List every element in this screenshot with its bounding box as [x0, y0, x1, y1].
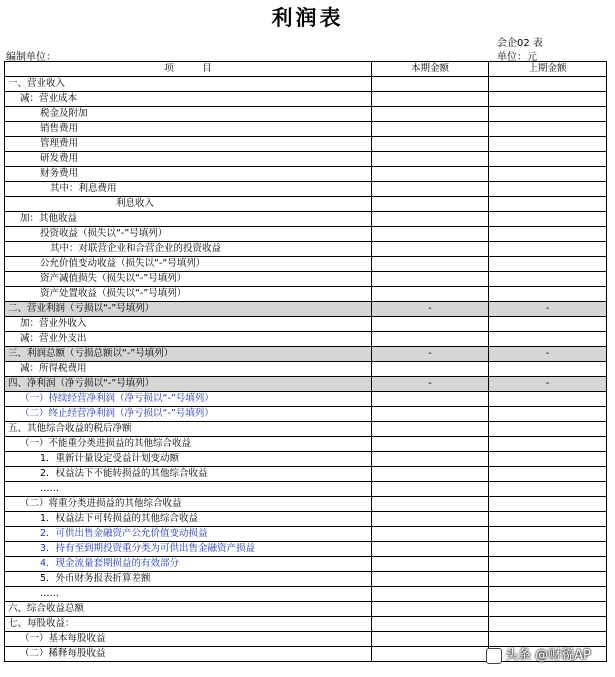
prior-amount-cell[interactable] — [489, 92, 607, 107]
row-label: 利息收入 — [116, 198, 155, 209]
row-item-cell — [5, 317, 372, 332]
statement-row — [5, 212, 607, 227]
prior-amount-cell[interactable] — [489, 542, 607, 557]
statement-row — [5, 317, 607, 332]
row-label: 销售费用 — [40, 123, 79, 134]
statement-row — [5, 452, 607, 467]
current-amount-cell[interactable] — [372, 482, 489, 497]
row-label: （一）基本每股收益 — [20, 633, 106, 644]
statement-row — [5, 182, 607, 197]
prior-amount-cell[interactable] — [489, 137, 607, 152]
current-amount-cell[interactable] — [372, 497, 489, 512]
row-label: 减：营业外支出 — [20, 333, 87, 344]
row-item-cell — [5, 617, 372, 632]
row-label: 五、其他综合收益的税后净额 — [8, 423, 132, 434]
row-item-cell — [5, 167, 372, 182]
income-statement-table — [4, 61, 607, 662]
row-item-cell — [5, 197, 372, 212]
statement-row — [5, 512, 607, 527]
row-item-cell — [5, 302, 372, 317]
row-label: 4．现金流量套期损益的有效部分 — [40, 558, 180, 569]
statement-row — [5, 242, 607, 257]
row-label: 2．权益法下不能转损益的其他综合收益 — [40, 468, 208, 479]
row-label: 六、综合收益总额 — [8, 603, 85, 614]
watermark-text: 头条 @财税AP — [505, 648, 591, 663]
prior-amount-cell[interactable] — [489, 212, 607, 227]
current-amount-cell[interactable] — [372, 182, 489, 197]
row-item-cell — [5, 437, 372, 452]
row-label: 四、净利润（净亏损以“-”号填列） — [8, 378, 155, 389]
statement-row — [5, 422, 607, 437]
row-item-cell — [5, 242, 372, 257]
prior-amount-cell[interactable] — [489, 332, 607, 347]
current-amount-cell[interactable] — [372, 557, 489, 572]
current-amount-cell[interactable] — [372, 452, 489, 467]
statement-row — [5, 482, 607, 497]
current-amount-cell[interactable] — [372, 362, 489, 377]
prior-amount-cell[interactable]: - — [489, 347, 607, 362]
current-amount-cell[interactable] — [372, 422, 489, 437]
header-item: 项 目 — [5, 62, 372, 77]
current-amount-cell[interactable] — [372, 257, 489, 272]
prior-amount-cell[interactable] — [489, 572, 607, 587]
prior-amount-cell[interactable] — [489, 272, 607, 287]
current-amount-cell[interactable] — [372, 512, 489, 527]
row-label: 二、营业利润（亏损以“-”号填列） — [8, 303, 155, 314]
current-amount-cell[interactable] — [372, 122, 489, 137]
current-amount-cell[interactable] — [372, 272, 489, 287]
row-label: 减：所得税费用 — [20, 363, 87, 374]
prior-amount-cell[interactable] — [489, 557, 607, 572]
header-prior: 上期金额 — [489, 62, 607, 77]
prior-amount-cell[interactable] — [489, 422, 607, 437]
prior-amount-cell[interactable] — [489, 317, 607, 332]
prior-amount-cell[interactable] — [489, 467, 607, 482]
current-amount-cell[interactable] — [372, 197, 489, 212]
prior-amount-cell[interactable] — [489, 152, 607, 167]
row-label: 其中：对联营企业和合营企业的投资收益 — [50, 243, 222, 254]
row-label: 税金及附加 — [40, 108, 88, 119]
row-item-cell — [5, 587, 372, 602]
row-item-cell — [5, 212, 372, 227]
current-amount-cell[interactable] — [372, 572, 489, 587]
row-item-cell — [5, 182, 372, 197]
row-item-cell — [5, 392, 372, 407]
statement-row — [5, 332, 607, 347]
current-amount-cell[interactable] — [372, 632, 489, 647]
unit-label: 单位：元 — [497, 52, 537, 63]
statement-row — [5, 167, 607, 182]
row-label: 七、每股收益： — [8, 618, 75, 629]
row-item-cell — [5, 542, 372, 557]
row-label: 5．外币财务报表折算差额 — [40, 573, 151, 584]
statement-row — [5, 152, 607, 167]
row-label: （二）稀释每股收益 — [20, 648, 106, 659]
current-amount-cell[interactable] — [372, 332, 489, 347]
statement-row — [5, 377, 607, 392]
row-item-cell — [5, 122, 372, 137]
statement-row — [5, 287, 607, 302]
current-amount-cell[interactable] — [372, 392, 489, 407]
prior-amount-cell[interactable] — [489, 77, 607, 92]
current-amount-cell[interactable]: - — [372, 302, 489, 317]
statement-row — [5, 557, 607, 572]
current-amount-cell[interactable] — [372, 227, 489, 242]
row-label: 1．权益法下可转损益的其他综合收益 — [40, 513, 199, 524]
statement-title: 利润表 — [271, 5, 344, 30]
row-item-cell — [5, 647, 372, 662]
prior-amount-cell[interactable] — [489, 617, 607, 632]
statement-body — [5, 62, 607, 662]
statement-row — [5, 362, 607, 377]
prior-amount-cell[interactable] — [489, 482, 607, 497]
prior-amount-cell[interactable]: - — [489, 377, 607, 392]
prior-amount-cell[interactable]: - — [489, 302, 607, 317]
statement-row — [5, 437, 607, 452]
prior-amount-cell[interactable] — [489, 122, 607, 137]
prior-amount-cell[interactable] — [489, 257, 607, 272]
current-amount-cell[interactable] — [372, 617, 489, 632]
current-amount-cell[interactable] — [372, 287, 489, 302]
statement-row — [5, 587, 607, 602]
current-amount-cell[interactable] — [372, 587, 489, 602]
current-amount-cell[interactable] — [372, 77, 489, 92]
prior-amount-cell[interactable] — [489, 362, 607, 377]
row-item-cell — [5, 92, 372, 107]
current-amount-cell[interactable] — [372, 167, 489, 182]
statement-row — [5, 77, 607, 92]
prior-amount-cell[interactable] — [489, 512, 607, 527]
statement-row — [5, 617, 607, 632]
current-amount-cell[interactable] — [372, 602, 489, 617]
row-label: 管理费用 — [40, 138, 79, 149]
row-label: 加：其他收益 — [20, 213, 78, 224]
row-label: 财务费用 — [40, 168, 79, 179]
row-item-cell — [5, 227, 372, 242]
statement-row — [5, 467, 607, 482]
prior-amount-cell[interactable] — [489, 407, 607, 422]
current-amount-cell[interactable] — [372, 407, 489, 422]
statement-row — [5, 497, 607, 512]
row-item-cell — [5, 602, 372, 617]
current-amount-cell[interactable] — [372, 467, 489, 482]
row-label: 1．重新计量设定受益计划变动额 — [40, 453, 180, 464]
row-label: 2．可供出售金融资产公允价值变动损益 — [40, 528, 208, 539]
row-label: …… — [40, 483, 59, 494]
row-item-cell — [5, 557, 372, 572]
row-item-cell — [5, 512, 372, 527]
row-item-cell — [5, 527, 372, 542]
prior-amount-cell[interactable] — [489, 392, 607, 407]
statement-row — [5, 542, 607, 557]
row-item-cell — [5, 362, 372, 377]
form-number: 会企02 表 — [497, 38, 543, 49]
current-amount-cell[interactable] — [372, 527, 489, 542]
statement-row — [5, 137, 607, 152]
row-item-cell — [5, 287, 372, 302]
current-amount-cell[interactable]: - — [372, 377, 489, 392]
row-label: 三、利润总额（亏损总额以“-”号填列） — [8, 348, 174, 359]
row-item-cell — [5, 137, 372, 152]
row-label: 一、营业收入 — [8, 78, 66, 89]
prior-amount-cell[interactable] — [489, 452, 607, 467]
statement-row — [5, 107, 607, 122]
row-label: 资产处置收益（损失以“-”号填列） — [40, 288, 187, 299]
statement-row — [5, 602, 607, 617]
statement-row — [5, 407, 607, 422]
prior-amount-cell[interactable] — [489, 107, 607, 122]
statement-row — [5, 197, 607, 212]
row-item-cell — [5, 572, 372, 587]
current-amount-cell[interactable] — [372, 317, 489, 332]
row-label: （一）持续经营净利润（净亏损以“-”号填列） — [20, 393, 214, 404]
statement-row — [5, 527, 607, 542]
row-item-cell — [5, 422, 372, 437]
current-amount-cell[interactable] — [372, 242, 489, 257]
row-label: 投资收益（损失以“-”号填列） — [40, 228, 168, 239]
row-item-cell — [5, 347, 372, 362]
row-item-cell — [5, 107, 372, 122]
row-label: 减：营业成本 — [20, 93, 78, 104]
row-item-cell — [5, 152, 372, 167]
current-amount-cell[interactable] — [372, 107, 489, 122]
header-row — [5, 62, 607, 77]
statement-row — [5, 257, 607, 272]
current-amount-cell[interactable] — [372, 92, 489, 107]
row-label: 研发费用 — [40, 153, 79, 164]
prior-amount-cell[interactable] — [489, 182, 607, 197]
prior-amount-cell[interactable] — [489, 167, 607, 182]
watermark-logo-icon — [486, 648, 502, 664]
statement-row — [5, 122, 607, 137]
row-label: 公允价值变动收益（损失以“-”号填列） — [40, 258, 206, 269]
current-amount-cell[interactable] — [372, 152, 489, 167]
row-item-cell — [5, 332, 372, 347]
prior-amount-cell[interactable] — [489, 227, 607, 242]
header-current: 本期金额 — [372, 62, 489, 77]
prior-amount-cell[interactable] — [489, 587, 607, 602]
row-label: 加：营业外收入 — [20, 318, 87, 329]
row-label: （二）终止经营净利润（净亏损以“-”号填列） — [20, 408, 214, 419]
row-label: 资产减值损失（损失以“-”号填列） — [40, 273, 187, 284]
current-amount-cell[interactable] — [372, 212, 489, 227]
row-label: …… — [40, 588, 59, 599]
statement-row — [5, 92, 607, 107]
row-label: 其中：利息费用 — [50, 183, 117, 194]
current-amount-cell[interactable] — [372, 137, 489, 152]
row-item-cell — [5, 407, 372, 422]
row-item-cell — [5, 482, 372, 497]
current-amount-cell[interactable] — [372, 542, 489, 557]
watermark — [486, 644, 591, 664]
current-amount-cell[interactable]: - — [372, 347, 489, 362]
row-label: （二）将重分类进损益的其他综合收益 — [20, 498, 182, 509]
row-item-cell — [5, 257, 372, 272]
row-label: 3．持有至到期投资重分类为可供出售金融资产损益 — [40, 543, 256, 554]
statement-row — [5, 272, 607, 287]
row-item-cell — [5, 452, 372, 467]
current-amount-cell[interactable] — [372, 437, 489, 452]
prior-amount-cell[interactable] — [489, 287, 607, 302]
statement-row — [5, 227, 607, 242]
row-item-cell — [5, 272, 372, 287]
row-item-cell — [5, 377, 372, 392]
row-label: （一）不能重分类进损益的其他综合收益 — [20, 438, 192, 449]
current-amount-cell[interactable] — [372, 647, 489, 662]
row-item-cell — [5, 497, 372, 512]
statement-row — [5, 302, 607, 317]
statement-row — [5, 572, 607, 587]
prior-amount-cell[interactable] — [489, 602, 607, 617]
prior-amount-cell[interactable] — [489, 527, 607, 542]
row-item-cell — [5, 632, 372, 647]
prior-amount-cell[interactable] — [489, 437, 607, 452]
prior-amount-cell[interactable] — [489, 497, 607, 512]
row-item-cell — [5, 467, 372, 482]
compiler-label: 编制单位： — [6, 52, 56, 63]
row-item-cell — [5, 77, 372, 92]
prior-amount-cell[interactable] — [489, 197, 607, 212]
statement-row — [5, 347, 607, 362]
prior-amount-cell[interactable] — [489, 242, 607, 257]
statement-row — [5, 392, 607, 407]
